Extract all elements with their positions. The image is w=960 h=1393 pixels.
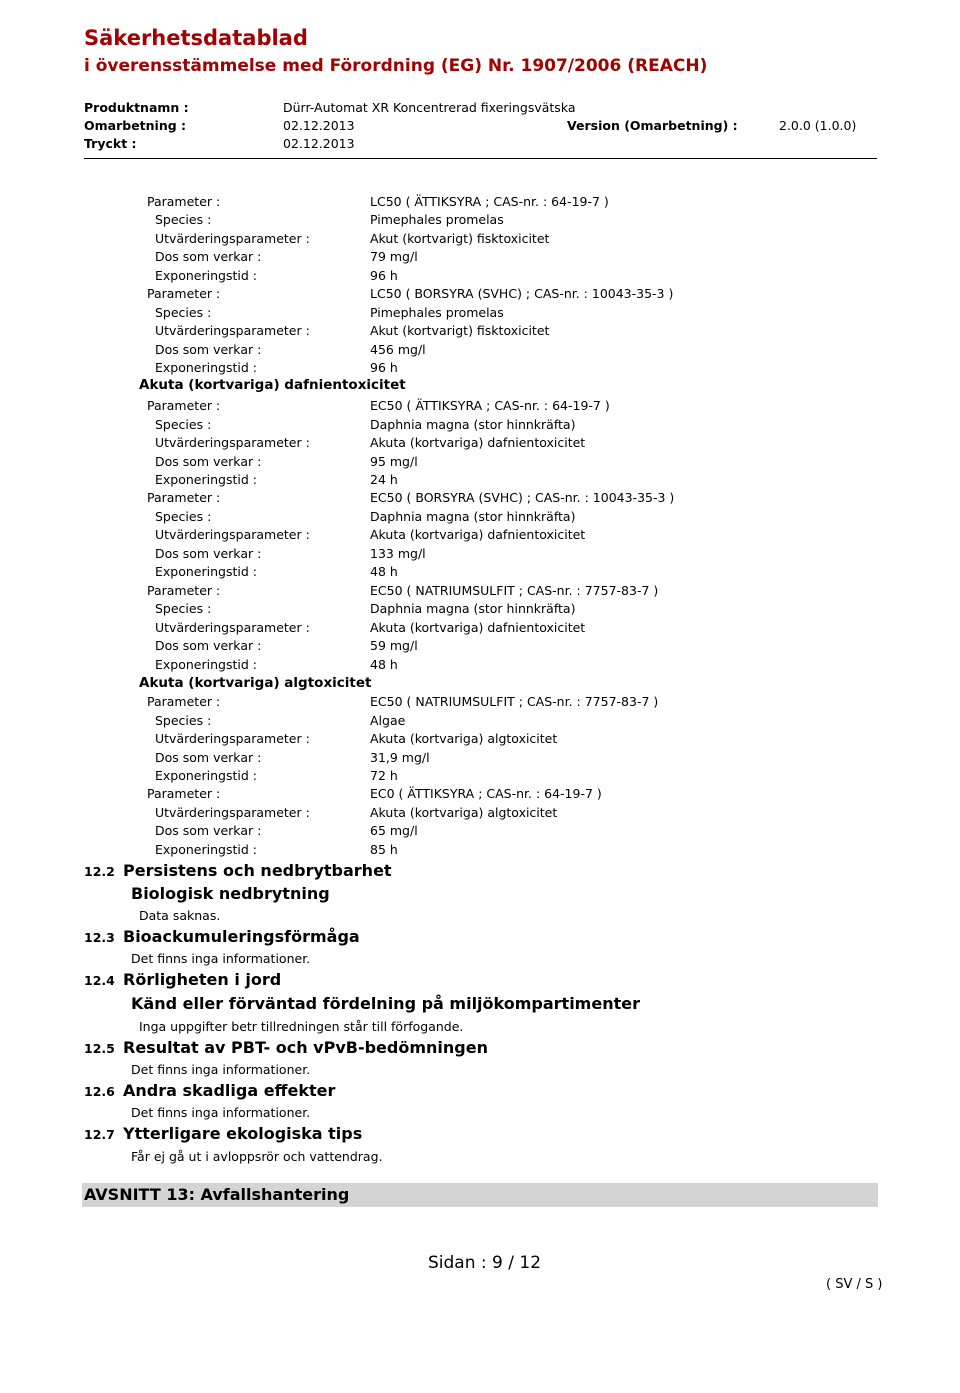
document-title: Säkerhetsdatablad — [84, 26, 308, 50]
evaluation-label: Utvärderingsparameter : — [155, 805, 310, 820]
exposure-label: Exponeringstid : — [155, 472, 257, 487]
section13-bar — [82, 1183, 878, 1207]
dose-value: 79 mg/l — [370, 249, 418, 264]
species-value: Daphnia magna (stor hinnkräfta) — [370, 417, 576, 432]
daphnia-heading: Akuta (kortvariga) dafnientoxicitet — [139, 377, 406, 393]
dose-label: Dos som verkar : — [155, 546, 262, 561]
product-label: Produktnamn : — [84, 100, 189, 115]
evaluation-value: Akuta (kortvariga) algtoxicitet — [370, 805, 558, 820]
section-title: Andra skadliga effekter — [123, 1081, 336, 1100]
species-label: Species : — [155, 713, 212, 728]
section-subtitle: Biologisk nedbrytning — [131, 884, 330, 903]
dose-value: 65 mg/l — [370, 823, 418, 838]
evaluation-label: Utvärderingsparameter : — [155, 620, 310, 635]
param-label: Parameter : — [147, 286, 221, 301]
dose-value: 456 mg/l — [370, 342, 426, 357]
species-label: Species : — [155, 417, 212, 432]
section-text: Det finns inga informationer. — [131, 951, 311, 966]
species-label: Species : — [155, 601, 212, 616]
param-value: EC50 ( NATRIUMSULFIT ; CAS-nr. : 7757-83-7 ) — [370, 583, 659, 598]
evaluation-label: Utvärderingsparameter : — [155, 731, 310, 746]
param-value: LC50 ( ÄTTIKSYRA ; CAS-nr. : 64-19-7 ) — [370, 194, 609, 209]
evaluation-value: Akuta (kortvariga) dafnientoxicitet — [370, 435, 586, 450]
param-value: LC50 ( BORSYRA (SVHC) ; CAS-nr. : 10043-35-3 ) — [370, 286, 674, 301]
exposure-value: 85 h — [370, 842, 398, 857]
section-title: Resultat av PBT- och vPvB-bedömningen — [123, 1038, 488, 1057]
section-subtitle: Känd eller förväntad fördelning på miljökompartimenter — [131, 994, 640, 1013]
document-subtitle: i överensstämmelse med Förordning (EG) Nr. 1907/2006 (REACH) — [84, 56, 708, 76]
section-number: 12.7 — [84, 1127, 115, 1142]
param-label: Parameter : — [147, 694, 221, 709]
exposure-value: 96 h — [370, 360, 398, 375]
product-value: Dürr-Automat XR Koncentrerad fixeringsvätska — [283, 100, 576, 115]
section-number: 12.4 — [84, 973, 115, 988]
section-text: Det finns inga informationer. — [131, 1105, 311, 1120]
page-number: Sidan : 9 / 12 — [428, 1253, 542, 1273]
revision-value: 02.12.2013 — [283, 118, 355, 133]
species-value: Pimephales promelas — [370, 212, 504, 227]
printed-label: Tryckt : — [84, 136, 137, 151]
species-value: Pimephales promelas — [370, 305, 504, 320]
algae-heading: Akuta (kortvariga) algtoxicitet — [139, 675, 372, 691]
dose-label: Dos som verkar : — [155, 454, 262, 469]
evaluation-label: Utvärderingsparameter : — [155, 527, 310, 542]
evaluation-label: Utvärderingsparameter : — [155, 323, 310, 338]
section-title: Bioackumuleringsförmåga — [123, 927, 360, 946]
param-label: Parameter : — [147, 583, 221, 598]
section-number: 12.6 — [84, 1084, 115, 1099]
species-value: Algae — [370, 713, 406, 728]
species-label: Species : — [155, 212, 212, 227]
dose-label: Dos som verkar : — [155, 823, 262, 838]
param-label: Parameter : — [147, 398, 221, 413]
exposure-label: Exponeringstid : — [155, 842, 257, 857]
exposure-label: Exponeringstid : — [155, 268, 257, 283]
evaluation-value: Akut (kortvarigt) fisktoxicitet — [370, 323, 550, 338]
version-value: 2.0.0 (1.0.0) — [779, 118, 857, 133]
evaluation-label: Utvärderingsparameter : — [155, 435, 310, 450]
version-label: Version (Omarbetning) : — [567, 118, 738, 133]
section13-title: AVSNITT 13: Avfallshantering — [84, 1185, 350, 1204]
species-label: Species : — [155, 305, 212, 320]
param-value: EC50 ( NATRIUMSULFIT ; CAS-nr. : 7757-83-7 ) — [370, 694, 659, 709]
dose-label: Dos som verkar : — [155, 342, 262, 357]
param-label: Parameter : — [147, 194, 221, 209]
param-value: EC50 ( ÄTTIKSYRA ; CAS-nr. : 64-19-7 ) — [370, 398, 610, 413]
evaluation-value: Akuta (kortvariga) dafnientoxicitet — [370, 527, 586, 542]
dose-label: Dos som verkar : — [155, 750, 262, 765]
section-text: Inga uppgifter betr tillredningen står till förfogande. — [139, 1019, 464, 1034]
section-text: Får ej gå ut i avloppsrör och vattendrag. — [131, 1149, 383, 1164]
exposure-value: 48 h — [370, 657, 398, 672]
param-label: Parameter : — [147, 786, 221, 801]
exposure-value: 24 h — [370, 472, 398, 487]
species-value: Daphnia magna (stor hinnkräfta) — [370, 601, 576, 616]
section-text: Data saknas. — [139, 908, 221, 923]
dose-value: 133 mg/l — [370, 546, 426, 561]
header-divider — [84, 158, 877, 159]
section-number: 12.3 — [84, 930, 115, 945]
section-title: Persistens och nedbrytbarhet — [123, 861, 392, 880]
exposure-label: Exponeringstid : — [155, 657, 257, 672]
dose-value: 59 mg/l — [370, 638, 418, 653]
dose-value: 95 mg/l — [370, 454, 418, 469]
evaluation-value: Akut (kortvarigt) fisktoxicitet — [370, 231, 550, 246]
section-number: 12.2 — [84, 864, 115, 879]
exposure-label: Exponeringstid : — [155, 564, 257, 579]
dose-value: 31,9 mg/l — [370, 750, 430, 765]
species-label: Species : — [155, 509, 212, 524]
dose-label: Dos som verkar : — [155, 249, 262, 264]
param-value: EC50 ( BORSYRA (SVHC) ; CAS-nr. : 10043-35-3 ) — [370, 490, 675, 505]
printed-value: 02.12.2013 — [283, 136, 355, 151]
section-title: Rörligheten i jord — [123, 970, 282, 989]
exposure-label: Exponeringstid : — [155, 768, 257, 783]
section-title: Ytterligare ekologiska tips — [123, 1124, 363, 1143]
exposure-value: 72 h — [370, 768, 398, 783]
language-code: ( SV / S ) — [826, 1277, 883, 1292]
param-value: EC0 ( ÄTTIKSYRA ; CAS-nr. : 64-19-7 ) — [370, 786, 602, 801]
evaluation-value: Akuta (kortvariga) dafnientoxicitet — [370, 620, 586, 635]
exposure-label: Exponeringstid : — [155, 360, 257, 375]
param-label: Parameter : — [147, 490, 221, 505]
evaluation-value: Akuta (kortvariga) algtoxicitet — [370, 731, 558, 746]
section-number: 12.5 — [84, 1041, 115, 1056]
evaluation-label: Utvärderingsparameter : — [155, 231, 310, 246]
species-value: Daphnia magna (stor hinnkräfta) — [370, 509, 576, 524]
exposure-value: 96 h — [370, 268, 398, 283]
dose-label: Dos som verkar : — [155, 638, 262, 653]
exposure-value: 48 h — [370, 564, 398, 579]
revision-label: Omarbetning : — [84, 118, 187, 133]
section-text: Det finns inga informationer. — [131, 1062, 311, 1077]
